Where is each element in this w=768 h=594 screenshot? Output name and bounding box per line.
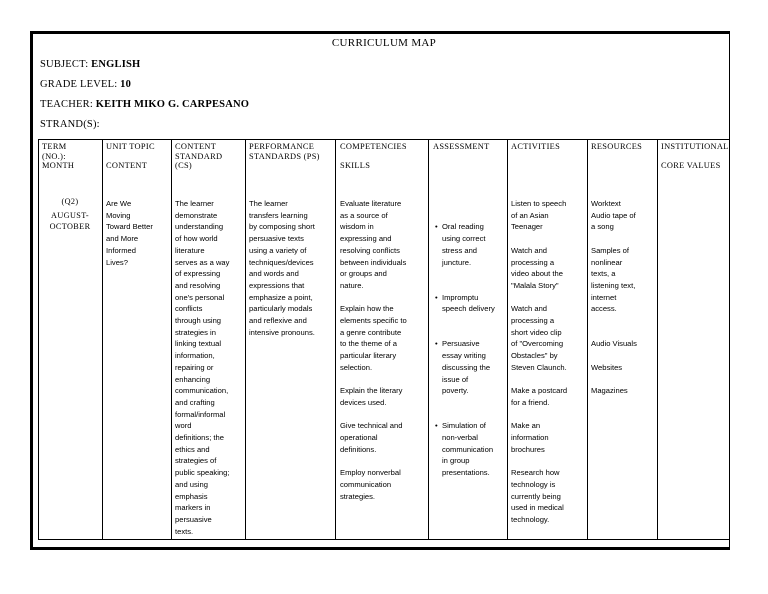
header-content-standard: CONTENT STANDARD (CS) — [175, 142, 223, 170]
curriculum-table — [38, 139, 768, 540]
col-divider — [428, 139, 429, 540]
teacher-line — [40, 99, 249, 110]
col-divider — [171, 139, 172, 540]
col-divider — [507, 139, 508, 540]
header-competencies: COMPETENCIES SKILLS — [340, 142, 407, 170]
header-unit-topic: UNIT TOPIC CONTENT — [106, 142, 155, 170]
header-term: TERM (NO.): MONTH — [42, 142, 75, 170]
col-divider — [657, 139, 658, 540]
content-standard-cell: The learner demonstrate understanding of how world literature serves as a way of expressing and resolving one's personal conflicts through using strategies in linking textual information, repairing or enhancing communication, and crafting formal/informal word definitions; the ethics and strategies of public speaking; and using emphasis markers in persuasive texts. — [175, 199, 230, 536]
subject-line — [40, 59, 140, 70]
month-value: AUGUST- OCTOBER — [49, 211, 91, 231]
term-value: (Q2) — [61, 197, 79, 206]
grade-level-line — [40, 79, 131, 90]
page-title: CURRICULUM MAP — [331, 37, 437, 49]
teacher-label: TEACHER: — [40, 99, 96, 110]
term-cell — [38, 196, 102, 232]
unit-topic-cell: Are We Moving Toward Better and More Informed Lives? — [106, 199, 153, 267]
col-divider — [335, 139, 336, 540]
table-top-border — [38, 139, 730, 140]
table-bottom-border — [38, 539, 730, 540]
grade-value: 10 — [120, 79, 132, 90]
col-divider — [587, 139, 588, 540]
strand-label: STRAND(S): — [40, 119, 100, 130]
activities-cell: Listen to speech of an Asian Teenager Watch and processing a video about the "Malala Story" Watch and processing a short video clip of "Overcoming Obstacles" by Steven Claunch. Make a postcard for a friend. Make an information brochures Research how technology is currently being used in medical technology. — [511, 199, 568, 524]
teacher-value: KEITH MIKO G. CARPESANO — [95, 99, 250, 110]
subject-label: SUBJECT: — [40, 59, 92, 70]
resources-cell: Worktext Audio tape of a song Samples of nonlinear texts, a listening text, internet access. Audio Visuals Websites Magazines — [591, 199, 637, 396]
header-assessment: ASSESSMENT — [433, 142, 490, 151]
header-resources: RESOURCES — [591, 142, 643, 151]
assessment-cell — [436, 198, 495, 514]
subject-value: ENGLISH — [91, 59, 141, 70]
header-activities: ACTIVITIES — [511, 142, 561, 151]
col-divider — [102, 139, 103, 540]
assessment-item: • Oral reading using correct stress and juncture. — [442, 221, 495, 268]
assessment-item: • Impromptu speech delivery — [442, 292, 495, 315]
performance-standard-cell: The learner transfers learning by composing short persuasive texts using a variety of techniques/devices and words and expressions that emphasize a point, particularly modals and reflexive and intensive pronouns. — [249, 199, 315, 337]
assessment-item: • Persuasive essay writing discussing the issue of poverty. — [442, 338, 495, 397]
grade-label: GRADE LEVEL: — [40, 79, 121, 90]
header-performance-standards: PERFORMANCE STANDARDS (PS) — [249, 142, 320, 161]
strand-line — [40, 119, 100, 130]
header-core-values: INSTITUTIONAL CORE VALUES — [661, 142, 729, 170]
col-divider — [245, 139, 246, 540]
assessment-item: • Simulation of non-verbal communication in group presentations. — [442, 420, 495, 479]
competencies-cell: Evaluate literature as a source of wisdom in expressing and resolving conflicts between individuals or groups and nature. Explain how the elements specific to a genre contribute to the theme of a particular literary selection. Explain the literary devices used. Give technical and operational definitions. Employ nonverbal communication strategies. — [340, 199, 407, 501]
